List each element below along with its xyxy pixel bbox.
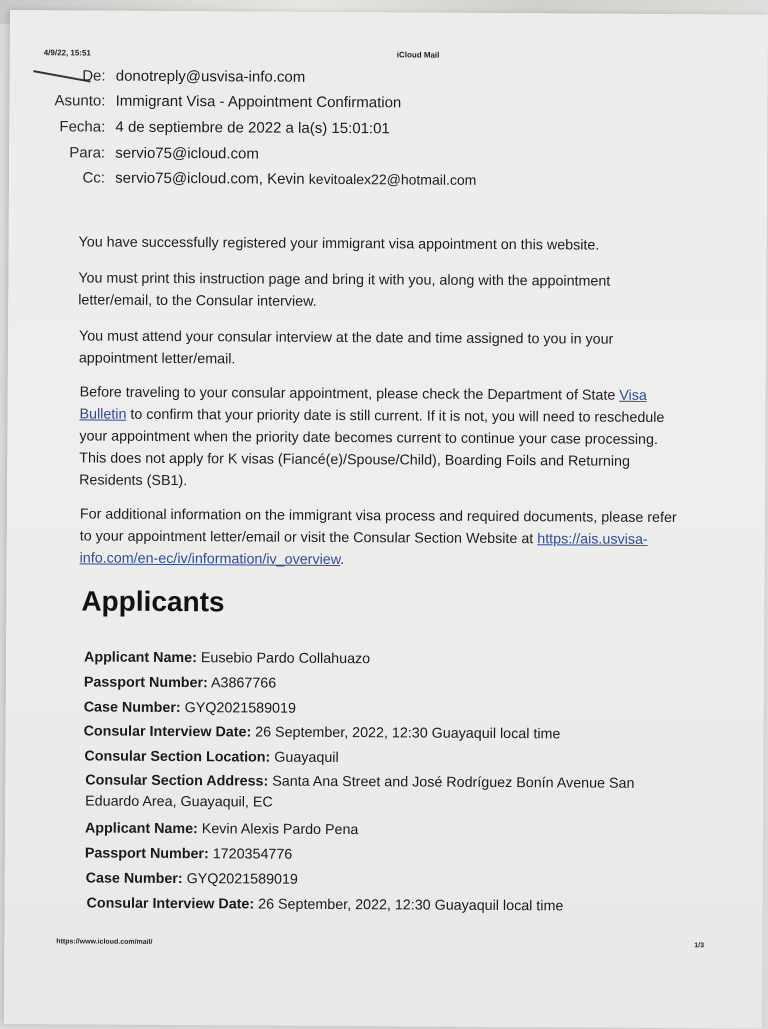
visa-bulletin-link[interactable]: Visa Bulletin: [79, 388, 646, 423]
email-date-row: [49, 118, 390, 137]
print-datetime: 4/9/22, 15:51: [44, 48, 91, 57]
cc-label: Cc:: [49, 169, 105, 186]
applicant-detail-label: Applicant Name:: [85, 820, 198, 837]
subject-value: Immigrant Visa - Appointment Confirmation: [116, 93, 402, 112]
applicant-detail-label: Passport Number:: [85, 845, 209, 862]
applicant-detail-label: Consular Section Location:: [84, 748, 270, 765]
applicants-title: Applicants: [81, 585, 224, 618]
applicant-detail-label: Applicant Name:: [84, 649, 197, 666]
body-paragraph-5: [80, 503, 686, 573]
applicant-detail-value: Eduardo Area, Guayaquil, EC: [85, 793, 273, 810]
applicant-detail-value: A3867766: [208, 675, 276, 691]
p4-text-after: to confirm that your priority date is still current. If it is not, you will need to reschedule your appointment when the priority date becomes current to continue your case processing. This does not apply for K visas (Fiancé(e)/Spouse/Child), Boarding Foils and Returning Residents (SB1).: [79, 407, 664, 489]
applicant-detail-label: Passport Number:: [84, 674, 208, 691]
email-to-row: [49, 144, 259, 162]
to-value: servio75@icloud.com: [115, 145, 259, 163]
date-label: Fecha:: [49, 118, 105, 135]
applicant-detail-label: Case Number:: [86, 870, 183, 887]
consular-section-link[interactable]: https://ais.usvisa-info.com/en-ec/iv/information/iv_overview: [80, 531, 648, 568]
applicant-detail-label: Consular Interview Date:: [86, 895, 254, 912]
applicant-detail-row: [84, 649, 370, 667]
p5-text-after: .: [340, 552, 344, 568]
p4-text-before: Before traveling to your consular appointment, please check the Department of State: [80, 384, 616, 403]
applicant-detail-value: Eusebio Pardo Collahuazo: [201, 650, 370, 667]
cc-value-1: servio75@icloud.com,: [115, 170, 263, 188]
body-paragraph-3: You must attend your consular interview at the date and time assigned to you in your appointment letter/email.: [79, 325, 679, 373]
applicant-detail-row: [86, 870, 298, 887]
applicant-detail-value: Kevin Alexis Pardo Pena: [202, 821, 359, 838]
applicant-detail-value: GYQ2021589019: [181, 700, 296, 717]
applicant-detail-row: [84, 723, 561, 742]
from-label: De:: [50, 67, 106, 84]
applicant-detail-value: Santa Ana Street and José Rodríguez Bonín Avenue San: [268, 774, 634, 792]
applicant-detail-row: [84, 748, 338, 766]
to-label: Para:: [49, 144, 105, 161]
email-from-row: [50, 67, 306, 86]
cc-name: Kevin: [267, 171, 305, 188]
footer-page-number: 1/3: [694, 942, 704, 949]
applicant-detail-row: [84, 699, 296, 716]
applicant-detail-label: Consular Section Address:: [85, 772, 268, 789]
applicant-detail-row: [85, 820, 358, 838]
applicant-detail-value: 1720354776: [209, 846, 293, 863]
subject-label: Asunto:: [49, 92, 105, 109]
email-subject-row: [49, 92, 401, 111]
printed-page: [4, 10, 768, 1029]
from-value: donotreply@usvisa-info.com: [116, 68, 306, 86]
applicant-detail-value: 26 September, 2022, 12:30 Guayaquil local time: [254, 897, 563, 915]
footer-url: https://www.icloud.com/mail/: [56, 938, 152, 946]
applicant-detail-row: [84, 674, 276, 691]
body-paragraph-2: You must print this instruction page and bring it with you, along with the appointment letter/email, to the Consular interview.: [78, 267, 678, 315]
email-cc-row: [49, 169, 476, 189]
applicant-detail-label: Consular Interview Date:: [84, 723, 252, 740]
applicant-detail-row: [85, 845, 293, 862]
print-app-name: iCloud Mail: [397, 50, 440, 59]
applicant-detail-value: GYQ2021589019: [183, 871, 298, 888]
date-value: 4 de septiembre de 2022 a la(s) 15:01:01: [115, 119, 389, 138]
body-paragraph-4: [79, 381, 686, 495]
p5-text-before: For additional information on the immigrant visa process and required documents, please refer to your appointment letter/email or visit the Consular Section Website at: [80, 506, 677, 547]
applicant-detail-row: [85, 772, 634, 791]
applicant-detail-row: [86, 895, 563, 914]
applicant-detail-row: [85, 793, 273, 810]
applicant-detail-label: Case Number:: [84, 699, 181, 716]
applicant-detail-value: 26 September, 2022, 12:30 Guayaquil local time: [251, 724, 560, 742]
cc-value-2: kevitoalex22@hotmail.com: [309, 171, 477, 188]
body-paragraph-1: You have successfully registered your immigrant visa appointment on this website.: [79, 231, 679, 257]
applicant-detail-value: Guayaquil: [270, 750, 338, 766]
